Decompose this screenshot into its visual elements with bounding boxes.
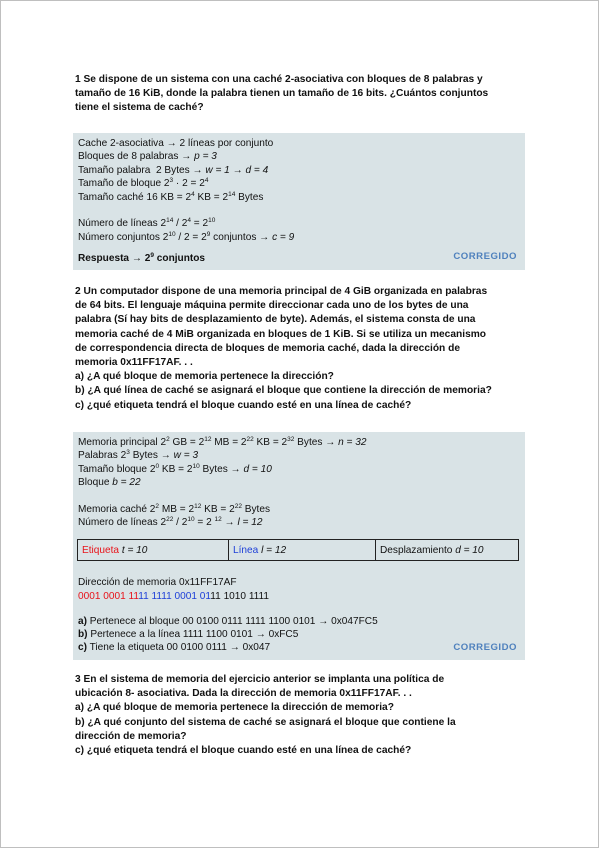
question-2-line: memoria caché de 4 MiB organizada en bloques de 1 KiB. Si se utiliza un mecanismo: [75, 328, 487, 340]
question-1-line: tamaño de 16 KiB, donde la palabra tienen un tamaño de 16 bits. ¿Cuántos conjuntos: [75, 88, 489, 100]
field-line: Línea l = 12: [229, 540, 376, 560]
question-2-line: c) ¿qué etiqueta tendrá el bloque cuando esté en una línea de caché?: [75, 399, 412, 411]
question-2-line: memoria 0x11FF17AF. . .: [75, 357, 193, 369]
solution-line: Número de líneas $2^{22} / 2^{10} = 2$ $^{12}$ → l = 12: [78, 516, 263, 529]
question-2-line: de correspondencia directa de bloques de memoria caché, dada la dirección de: [75, 342, 460, 354]
question-3-line: b) ¿A qué conjunto del sistema de caché se asignará el bloque que contiene la: [75, 716, 456, 728]
corrected-badge: CORREGIDO: [453, 251, 517, 262]
question-2-line: 2 Un computador dispone de una memoria principal de 4 GiB organizada en palabras: [75, 286, 488, 297]
question-2: [75, 285, 530, 413]
question-3-line: 3 En el sistema de memoria del ejercicio anterior se implanta una política de: [75, 674, 445, 685]
question-2-line: b) ¿A qué línea de caché se asignará el bloque que contiene la dirección de memoria?: [75, 385, 492, 397]
solution-line: Tamaño de bloque $2^3 \cdot 2 = 2^4$: [78, 177, 209, 190]
solution-line: Tamaño bloque $2^0$ KB = $2^{10}$ Bytes → d = 10: [78, 462, 272, 475]
address-label: Dirección de memoria 0x11FF17AF: [78, 577, 237, 588]
corrected-badge: CORREGIDO: [453, 642, 517, 653]
address-bits: [78, 590, 269, 603]
solution-line: Palabras $2^3$ Bytes → w = 3: [78, 449, 199, 462]
address-fields-table: [77, 539, 519, 561]
question-2-line: de 64 bits. El lenguaje máquina permite direccionar cada uno de los bytes de una: [75, 300, 469, 312]
bits-tag: 0001 0001 11: [78, 591, 139, 602]
question-3-line: a) ¿A qué bloque de memoria pertenece la dirección de memoria?: [75, 702, 394, 714]
question-2-line: palabra (Sí hay bits de desplazamiento de byte). Además, el sistema consta de una: [75, 314, 476, 326]
solution-line: Memoria caché $2^2$ MB = $2^{12}$ KB = $2^{22}$ Bytes: [78, 503, 271, 516]
final-answer: Respuesta → $2^9$ conjuntos: [78, 252, 206, 265]
question-1: [75, 73, 530, 116]
question-1-line: tiene el sistema de caché?: [75, 102, 204, 114]
solution-line: Cache 2-asociativa → 2 líneas por conjunto: [78, 138, 274, 149]
question-3-line: dirección de memoria?: [75, 730, 187, 742]
answer-a: a) Pertenece al bloque 00 0100 0111 1111 1100 0101 → 0x047FC5: [78, 616, 378, 627]
question-3-line: c) ¿qué etiqueta tendrá el bloque cuando esté en una línea de caché?: [75, 745, 412, 757]
answer-b: b) Pertenece a la línea 1111 1100 0101 → 0xFC5: [78, 629, 299, 640]
question-3-line: ubicación 8- asociativa. Dada la dirección de memoria 0x11FF17AF. . .: [75, 688, 412, 700]
field-offset: Desplazamiento d = 10: [380, 545, 484, 556]
question-1-line: 1 Se dispone de un sistema con una caché 2-asociativa con bloques de 8 palabras y: [75, 74, 483, 85]
answer-box-2: [73, 432, 525, 660]
answer-c: c) Tiene la etiqueta 00 0100 0111 → 0x047: [78, 642, 271, 653]
solution-line: Número de líneas $2^{14} / 2^4 = 2^{10}$: [78, 217, 216, 230]
solution-line: Bloques de 8 palabras → p = 3: [78, 151, 217, 163]
question-3: [75, 673, 530, 758]
solution-line: Número conjuntos $2^{10} / 2 = 2^9$ conjuntos → c = 9: [78, 230, 295, 243]
field-tag: Etiqueta t = 10: [78, 540, 229, 560]
bits-offset: 11 1010 1111: [210, 591, 270, 602]
solution-line: Memoria principal $2^2$ GB = $2^{12}$ MB = $2^{22}$ KB = $2^{32}$ Bytes → n = 32: [78, 436, 367, 448]
solution-line: Bloque b = 22: [78, 477, 141, 489]
question-2-line: a) ¿A qué bloque de memoria pertenece la dirección?: [75, 371, 334, 383]
bits-line: 11 1111 0001 01: [138, 591, 211, 602]
solution-line: Tamaño caché 16 KB = $2^4$ KB = $2^{14}$ Bytes: [78, 190, 264, 203]
answer-box-1: [73, 133, 525, 270]
solution-line: Tamaño palabra 2 Bytes → w = 1 → d = 4: [78, 164, 269, 176]
